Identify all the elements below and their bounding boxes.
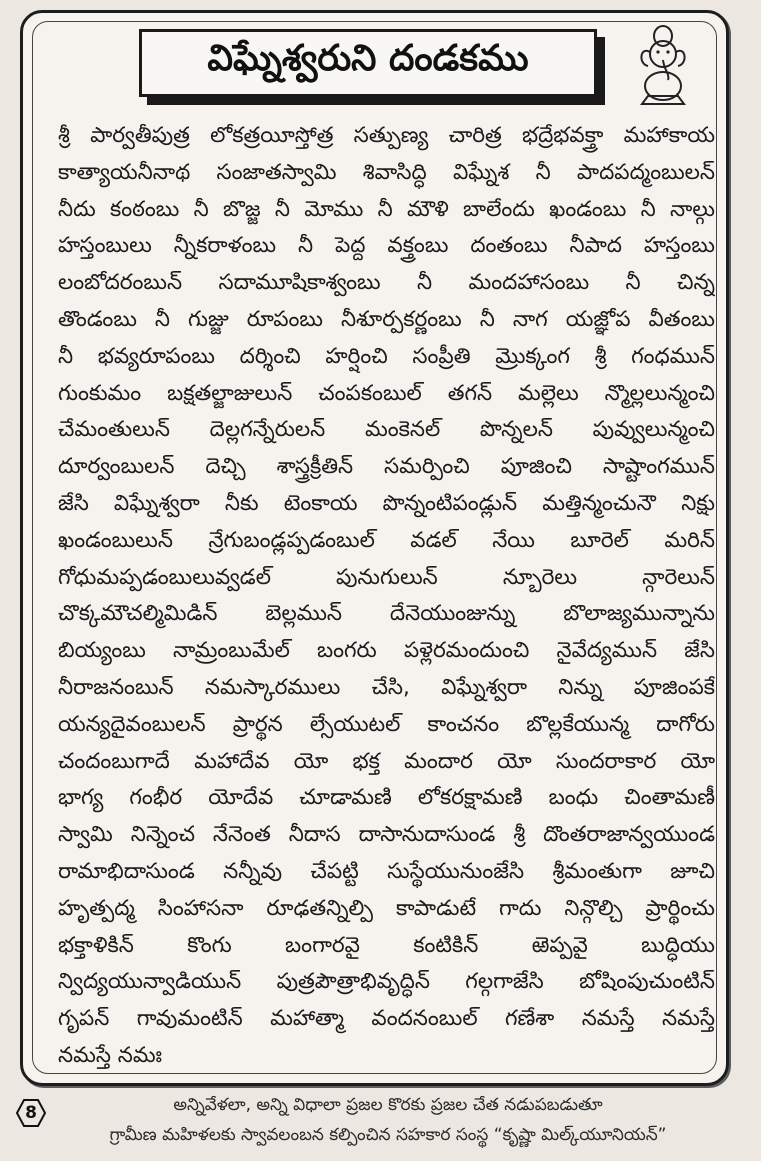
verse-line: బియ్యంబు నామ్రంబుమేల్ బంగరు పళ్లెరమందుంచి నైవేద్యమున్ జేసి	[58, 638, 715, 664]
verse-line: ఖండంబులున్ న్రేగుబండ్లప్పడంబుల్ వడల్ నేయి బూరెల్ మరిన్	[58, 527, 715, 553]
page-number: 8	[25, 1103, 37, 1123]
page-number-badge	[16, 1098, 46, 1128]
verse-line: తొండంబు నీ గుజ్జు రూపంబు నీశూర్పకర్ణంబు నీ నాగ యజ్ఞోప వీతంబు	[58, 306, 715, 332]
verse-line: చొక్కమౌచల్మిమిడిన్ బెల్లమున్ దేనెయుంజున్ను బొలాజ్యమున్నాను	[58, 601, 715, 627]
title-box	[139, 29, 597, 97]
footer	[48, 1090, 728, 1150]
verse-line: రామాభిదాసుండ నన్నీవు చేపట్టి సుస్థేయునుంజేసి శ్రీమంతుగా జూచి	[58, 858, 715, 884]
verse-line: న్విద్యయున్వాడియున్ పుత్రపౌత్రాభివృద్ధిన్ గల్గగాజేసి బోషింపుచుంటిన్	[58, 969, 715, 995]
verse-line: శ్రీ పార్వతీపుత్ర లోకత్రయీస్తోత్ర సత్పుణ్య చారిత్ర భద్రేభవక్త్రా మహాకాయ	[58, 123, 715, 148]
footer-line-1: అన్నివేళలా, అన్ని విధాలా ప్రజల కొరకు ప్రజల చేత నడుపబడుతూ	[173, 1095, 603, 1115]
verse-line: గృపన్ గావుమంటిన్ మహాత్మా వందనంబుల్ గణేశా నమస్తే నమస్తే	[58, 1006, 715, 1032]
verse-line: హృత్పద్మ సింహాసనా రూఢతన్నిల్పి కాపాడుటే గాదు నిన్గొల్చి ప్రార్థించు	[58, 895, 715, 921]
verse-line: నీదు కంఠంబు నీ బొజ్జ నీ మోము నీ మౌళి బాలేందు ఖండంబు నీ నాల్గు	[58, 196, 715, 222]
verse-line: భక్తాళికిన్ కొంగు బంగారవై కంటికిన్ ఱెప్పవై బుద్ధియు	[58, 932, 715, 958]
dandakam-text	[58, 118, 715, 1075]
verse-line: లంబోదరంబున్ సదామూషికాశ్వంబు నీ మందహాసంబు నీ చిన్న	[58, 270, 715, 296]
verse-line: జేసి విఘ్నేశ్వరా నీకు టెంకాయ పొన్నంటిపండ్లున్ మత్తిన్మంచునౌ నిక్షు	[58, 490, 715, 516]
verse-line: దూర్వంబులన్ దెచ్చి శాస్త్రక్రీతిన్ సమర్పించి పూజించి సాష్టాంగమున్	[58, 454, 715, 480]
verse-line: యన్యదైవంబులన్ ప్రార్థన ల్సేయుటల్ కాంచనం బొల్లకేయున్మ దాగోరు	[58, 711, 715, 737]
verse-line: గోధుమప్పడంబులువ్వడల్ పునుగులున్ న్బూరెలు న్గారెలున్	[58, 564, 715, 590]
verse-line: గుంకుమం బక్షతల్జాజులున్ చంపకంబుల్ తగన్ మల్లెలు న్మొల్లలున్మంచి	[58, 380, 715, 406]
verse-line: భాగ్య గంభీర యోదేవ చూడామణి లోకరక్షామణి బంధు చింతామణీ	[58, 785, 715, 811]
verse-line: నీరాజనంబున్ నమస్కారములు చేసి, విఘ్నేశ్వరా నిన్ను పూజింపకే	[58, 674, 715, 700]
verse-line: నీ భవ్యరూపంబు దర్శించి హర్షించి సంప్రీతి మ్రొక్కంగ శ్రీ గంధమున్	[58, 343, 715, 369]
verse-line: స్వామి నిన్నెంచ నేనెంత నీదాస దాసానుదాసుండ శ్రీ దొంతరాజాన్వయుండ	[58, 822, 715, 848]
footer-line-2: గ్రామీణ మహిళలకు స్వావలంబన కల్పించిన సహకార సంస్థ “కృష్ణా మిల్క్‌యూనియన్”	[109, 1125, 667, 1145]
verse-line: నమస్తే నమః	[58, 1042, 162, 1068]
ganesha-icon	[630, 24, 696, 110]
verse-line: చందంబుగాదే మహాదేవ యో భక్త మందార యో సుందరాకార యో	[58, 748, 715, 774]
verse-line: చేమంతులున్ దెల్లగన్నేరులన్ మంకెనల్ పొన్నలన్ పువ్వులున్మంచి	[58, 417, 715, 443]
page-title: విఘ్నేశ్వరుని దండకము	[207, 38, 529, 79]
verse-line: హస్తంబులు న్నీకరాళంబు నీ పెద్ద వక్త్రంబు దంతంబు నీపాద హస్తంబు	[58, 233, 715, 259]
verse-line: కాత్యాయనీనాథ సంజాతస్వామి శివాసిద్ధి విఘ్నేశ నీ పాదపద్మంబులన్	[58, 159, 715, 185]
